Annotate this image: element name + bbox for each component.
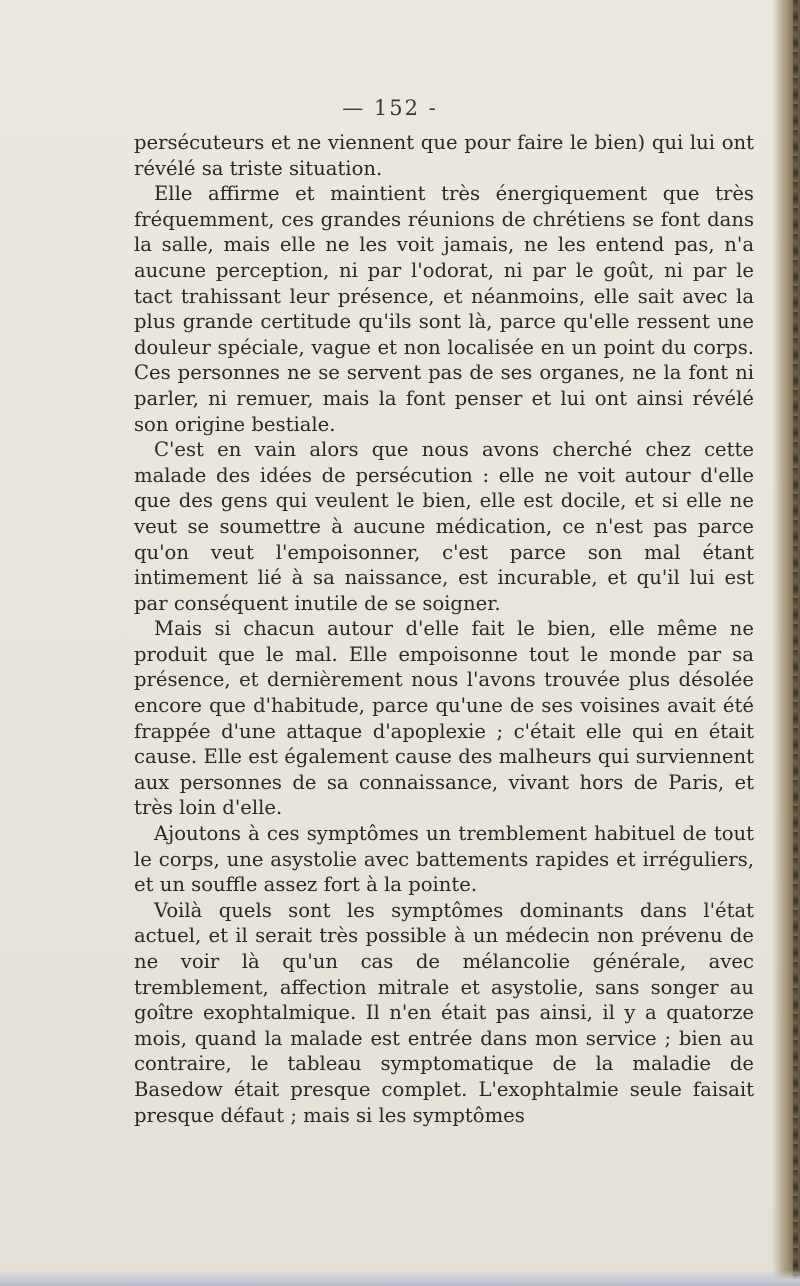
paragraph: Mais si chacun autour d'elle fait le bien, elle même ne produit que le mal. Elle empoisonne tout le monde par sa présence, et dernièrement nous l'avons trouvée plus désolée encore que d'habitude, parce qu'une de ses voisines avait été frappée d'une attaque d'apoplexie ; c'était elle qui en était cause. Elle est également cause des malheurs qui surviennent aux personnes de sa connaissance, vivant hors de Paris, et très loin d'elle. xyxy=(134,617,754,820)
paragraph: Voilà quels sont les symptômes dominants dans l'état actuel, et il serait très possible à un médecin non prévenu de ne voir là qu'un cas de mélancolie générale, avec tremblement, affection mitrale et asystolie, sans songer au goître exophtalmique. Il n'en était pas ainsi, il y a quatorze mois, quand la malade est entrée dans mon service ; bien au contraire, le tableau symptomatique de la maladie de Basedow était presque complet. L'exophtalmie seule faisait presque défaut ; mais si les symptômes xyxy=(134,898,754,1127)
page-bottom-edge xyxy=(0,1270,800,1286)
body-text xyxy=(134,130,754,1128)
page-binding-edge xyxy=(772,0,800,1286)
paragraph: Ajoutons à ces symptômes un tremblement habituel de tout le corps, une asystolie avec battements rapides et irréguliers, et un souffle assez fort à la pointe. xyxy=(134,822,754,897)
paragraph: persécuteurs et ne viennent que pour faire le bien) qui lui ont révélé sa triste situation. xyxy=(134,131,754,180)
page-number: — 152 - xyxy=(342,96,438,120)
paragraph: Elle affirme et maintient très énergiquement que très fréquemment, ces grandes réunions de chrétiens se font dans la salle, mais elle ne les voit jamais, ne les entend pas, n'a aucune perception, ni par l'odorat, ni par le goût, ni par le tact trahissant leur présence, et néanmoins, elle sait avec la plus grande certitude qu'ils sont là, parce qu'elle ressent une douleur spéciale, vague et non localisée en un point du corps. Ces personnes ne se servent pas de ses organes, ne la font ni parler, ni remuer, mais la font penser et lui ont ainsi révélé son origine bestiale. xyxy=(134,182,754,436)
paragraph: C'est en vain alors que nous avons cherché chez cette malade des idées de persécution : elle ne voit autour d'elle que des gens qui veulent le bien, elle est docile, et si elle ne veut se soumettre à aucune médication, ce n'est pas parce qu'on veut l'empoisonner, c'est parce son mal étant intimement lié à sa naissance, est incurable, et qu'il lui est par conséquent inutile de se soigner. xyxy=(134,438,754,615)
